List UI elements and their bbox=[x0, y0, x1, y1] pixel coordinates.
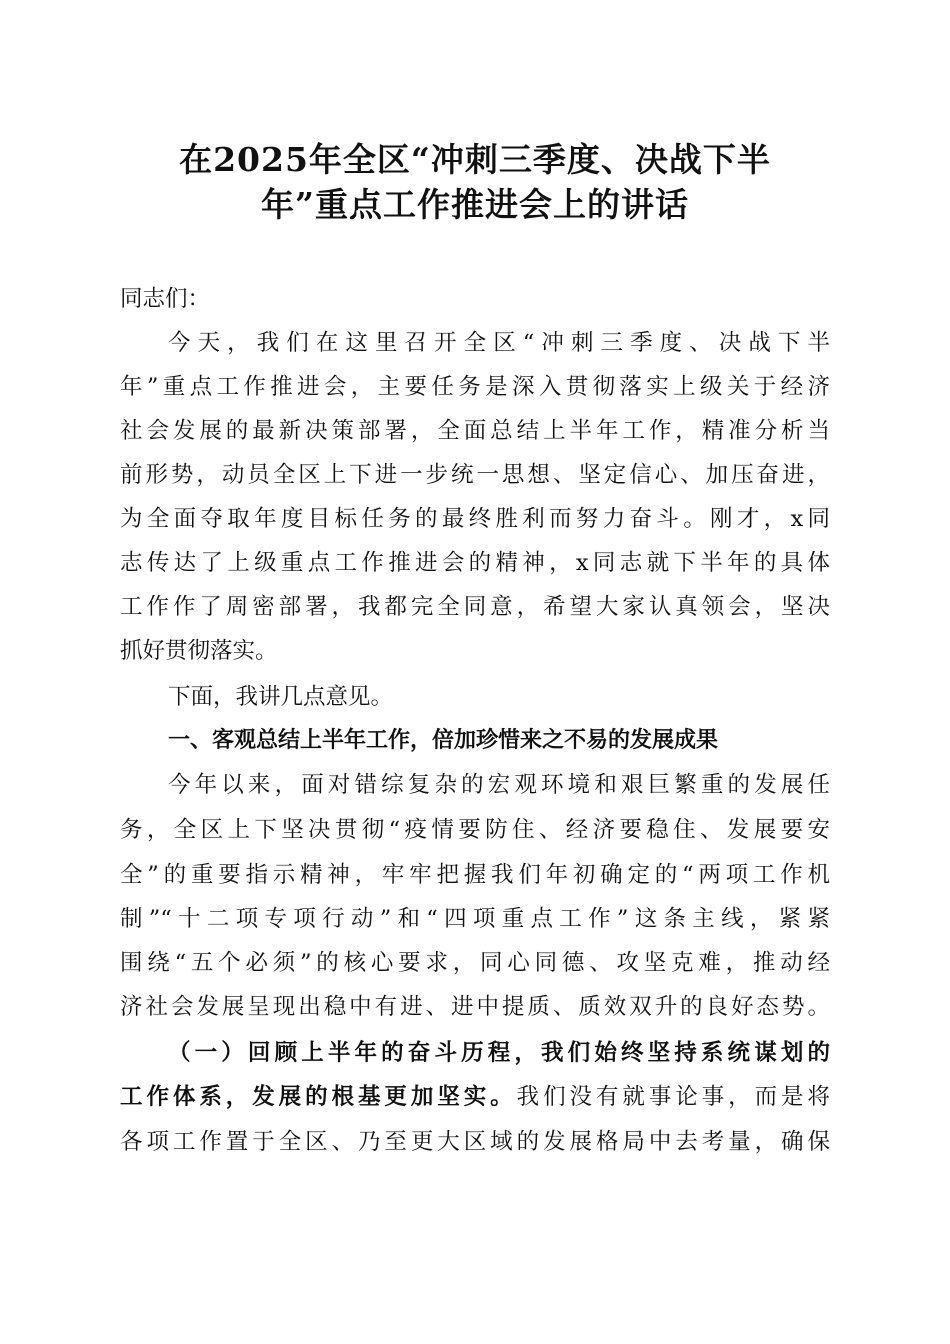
paragraph-line: 全”的重要指示精神，牢牢把握我们年初确定的“两项工作机 bbox=[120, 862, 830, 888]
paragraph-line: 社会发展的最新决策部署，全面总结上半年工作，精准分析当 bbox=[120, 418, 830, 444]
paragraph-line: 务，全区上下坚决贯彻“疫情要防住、经济要稳住、发展要安 bbox=[120, 817, 830, 843]
section-heading: 一、客观总结上半年工作，倍加珍惜来之不易的发展成果 bbox=[168, 728, 719, 753]
paragraph-line: 今天，我们在这里召开全区“冲刺三季度、决战下半 bbox=[168, 330, 830, 356]
paragraph-line bbox=[120, 1082, 830, 1112]
paragraph-line: 为全面夺取年度目标任务的最终胜利而努力奋斗。刚才，x同 bbox=[120, 506, 830, 532]
subheading-line: （一）回顾上半年的奋斗历程，我们始终坚持系统谋划的 bbox=[168, 1040, 830, 1066]
subheading-text: 工作体系，发展的根基更加坚实。 bbox=[120, 1084, 517, 1110]
paragraph-line: 制”“十二项专项行动”和“四项重点工作”这条主线，紧紧 bbox=[120, 906, 830, 932]
paragraph-line: 工作作了周密部署，我都完全同意，希望大家认真领会，坚决 bbox=[120, 594, 830, 620]
paragraph-line: 今年以来，面对错综复杂的宏观环境和艰巨繁重的发展任 bbox=[168, 772, 830, 798]
document-title-line-2: 年”重点工作推进会上的讲话 bbox=[261, 185, 689, 224]
paragraph-line: 下面，我讲几点意见。 bbox=[168, 684, 394, 710]
paragraph-line: 抓好贯彻落实。 bbox=[120, 638, 278, 664]
paragraph-text: 我们没有就事论事，而是将 bbox=[516, 1084, 830, 1110]
paragraph-line: 济社会发展呈现出稳中有进、进中提质、质效双升的良好态势。 bbox=[120, 994, 830, 1020]
paragraph-line: 前形势，动员全区上下进一步统一思想、坚定信心、加压奋进， bbox=[120, 462, 830, 488]
salutation: 同志们： bbox=[120, 286, 211, 312]
paragraph-line: 围绕“五个必须”的核心要求，同心同德、攻坚克难，推动经 bbox=[120, 950, 830, 976]
paragraph-line: 年”重点工作推进会，主要任务是深入贯彻落实上级关于经济 bbox=[120, 374, 830, 400]
paragraph-line: 各项工作置于全区、乃至更大区域的发展格局中去考量，确保 bbox=[120, 1129, 830, 1155]
paragraph-line: 志传达了上级重点工作推进会的精神，x同志就下半年的具体 bbox=[120, 550, 830, 576]
document-title-line-1: 在2025年全区“冲刺三季度、决战下半 bbox=[179, 140, 771, 179]
